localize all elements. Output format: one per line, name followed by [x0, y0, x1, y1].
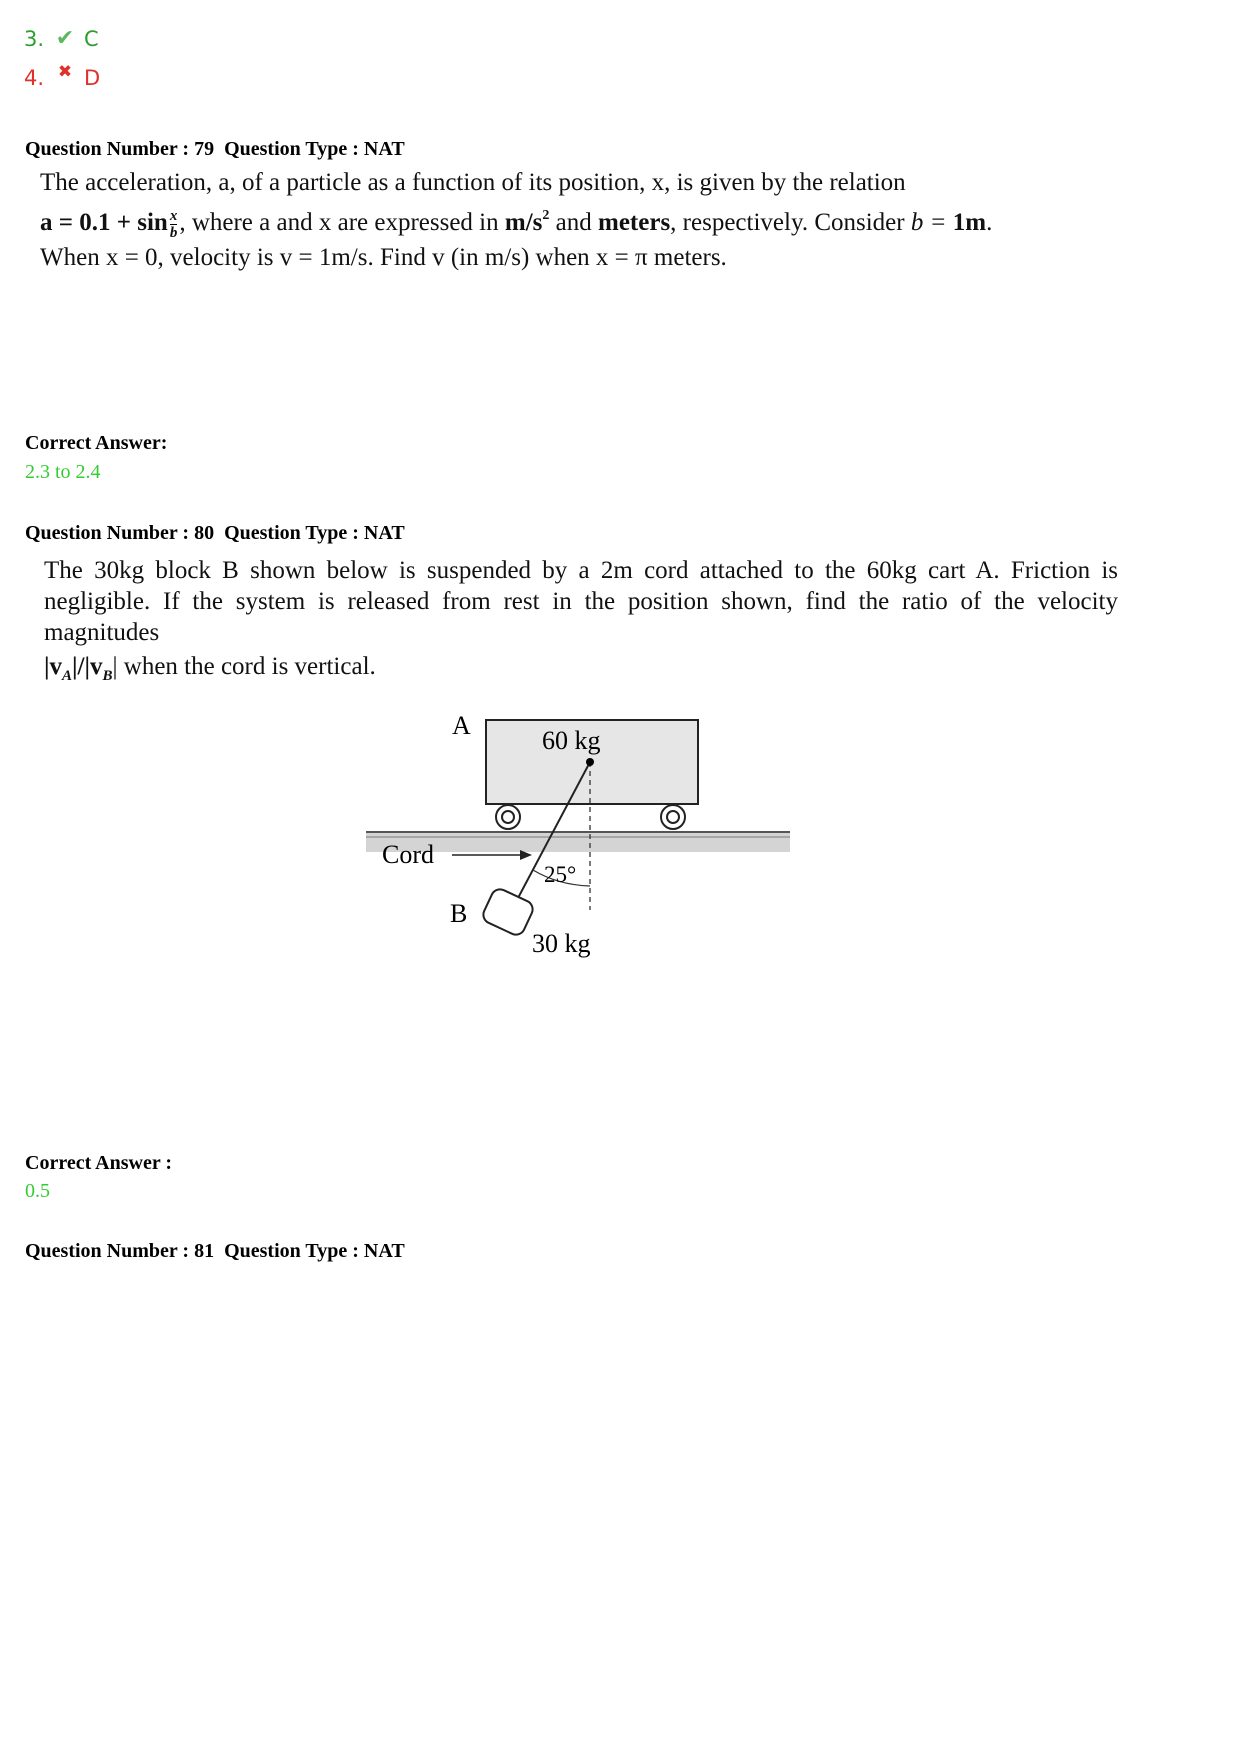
- q79-line-1: The acceleration, a, of a particle as a function of its position, x, is given by the relation: [40, 169, 906, 196]
- label-b: B: [450, 899, 468, 928]
- question-79-text: [40, 166, 1170, 274]
- q80-answer-label: Correct Answer :: [25, 1152, 172, 1174]
- option-letter: D: [84, 66, 101, 90]
- cord-label: Cord: [382, 840, 434, 869]
- question-79-header: Question Number : 79 Question Type : NAT: [25, 138, 405, 160]
- label-a: A: [452, 711, 471, 740]
- angle-label: 25°: [544, 862, 577, 887]
- q80-ratio-line: $|v_A|/|v_B|$ when the cord is vertical.: [44, 653, 376, 684]
- question-81-header: Question Number : 81 Question Type : NAT: [25, 1240, 405, 1262]
- block-b: [480, 886, 535, 937]
- pivot: [586, 758, 594, 766]
- q79-line-3: When x = 0, velocity is v = 1m/s. Find v (in m/s) when x = π meters.: [40, 243, 727, 271]
- q79-line-2: a = 0.1 + sin $\frac{x}{b}$ , where a and x are expressed in $m/s^2$ and meters, respectively. Consider b = 1m.: [40, 207, 993, 241]
- q80-paragraph: The 30kg block B shown below is suspended by a 2m cord attached to the 60kg cart A. Friction is negligible. If the system is released from rest in the position shown, find the ratio of the velocity magnitudes: [44, 557, 1118, 646]
- question-80-header: Question Number : 80 Question Type : NAT: [25, 522, 405, 544]
- fraction: $\frac{x}{b}$: [169, 207, 178, 241]
- option-letter: C: [84, 26, 99, 51]
- option-3: [24, 26, 99, 51]
- cart-pendulum-figure: [360, 700, 800, 970]
- option-number: 4.: [24, 66, 45, 90]
- cross-icon: ✖: [57, 62, 73, 82]
- q79-answer-label: Correct Answer:: [25, 432, 168, 454]
- option-number: 3.: [24, 26, 45, 51]
- question-80-text: [44, 555, 1118, 648]
- cart-mass-label: 60 kg: [542, 726, 601, 755]
- q79-answer-value: 2.3 to 2.4: [25, 461, 101, 483]
- option-4: [24, 62, 101, 90]
- block-mass-label: 30 kg: [532, 929, 591, 958]
- q80-answer-value: 0.5: [25, 1180, 50, 1202]
- check-icon: ✔: [55, 26, 75, 51]
